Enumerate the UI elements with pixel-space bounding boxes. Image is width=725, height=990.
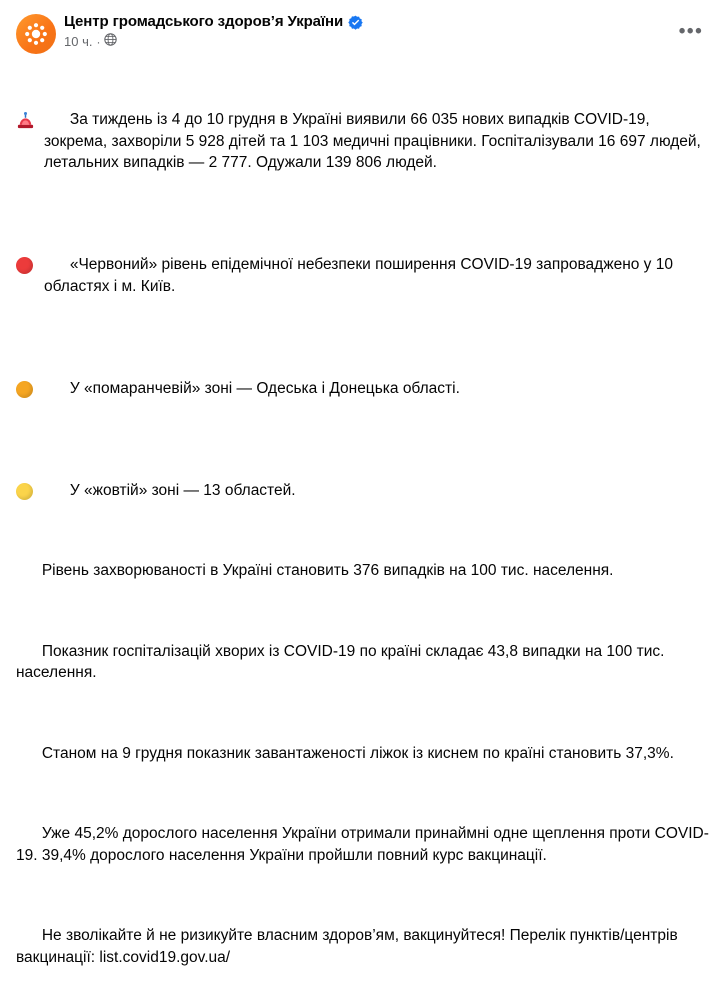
- post-paragraph: [16, 802, 709, 888]
- post-paragraph: [16, 335, 709, 421]
- meta-separator: ·: [96, 34, 101, 49]
- post-meta: [64, 33, 363, 50]
- post-paragraph-text: У «помаранчевій» зоні — Одеська і Донецька області.: [69, 379, 460, 397]
- avatar-logo-icon: [23, 21, 49, 47]
- post-paragraph-text: Показник госпіталізацій хворих із COVID-19 по країні складає 43,8 випадки на 100 тис. населення.: [16, 642, 669, 681]
- avatar[interactable]: [16, 14, 56, 54]
- page-name[interactable]: Центр громадського здоров’я України: [64, 13, 344, 30]
- post-body: [16, 58, 709, 990]
- red-circle-emoji-icon: [16, 213, 35, 232]
- post-paragraph: [16, 437, 709, 523]
- post-paragraph-text: Не зволікайте й не ризикуйте власним здоров’ям, вакцинуйтеся! Перелік пунктів/центрів вакцинації: list.covid19.gov.ua/: [16, 927, 683, 966]
- globe-icon[interactable]: [104, 33, 117, 50]
- post-timestamp[interactable]: 10 ч.: [64, 33, 93, 49]
- verified-badge-icon: [348, 15, 363, 30]
- post-paragraph: [16, 66, 709, 195]
- post-paragraph-text: За тиждень із 4 до 10 грудня в Україні виявили 66 035 нових випадків COVID-19, зокрема, захворіли 5 928 дітей та 1 103 медичні працівники. Госпіталізували 16 697 людей, летальних випадків — 2 777. Одужали 139 806 людей.: [44, 111, 706, 171]
- post-paragraph-text: У «жовтій» зоні — 13 областей.: [69, 481, 296, 499]
- post-paragraph: [16, 619, 709, 705]
- post-paragraph: [16, 539, 709, 604]
- siren-emoji-icon: [16, 68, 35, 87]
- post-paragraph: [16, 721, 709, 786]
- post-paragraph-text: Станом на 9 грудня показник завантаженості ліжок із киснем по країні становить 37,3%.: [41, 744, 674, 762]
- post-header-text: [64, 12, 363, 50]
- page-name-row: [64, 13, 363, 31]
- post-paragraph: [16, 211, 709, 319]
- post-more-options-button[interactable]: •••: [678, 21, 704, 42]
- post-paragraph-text: Уже 45,2% дорослого населення України отримали принаймні одне щеплення проти COVID-19. 39,4% дорослого населення України пройшли повний курс вакцинації.: [16, 825, 709, 864]
- post-paragraph: [16, 904, 709, 990]
- yellow-circle-emoji-icon: [16, 439, 35, 458]
- post-header: [16, 12, 709, 58]
- post-paragraph-text: Рівень захворюваності в Україні становить 376 випадків на 100 тис. населення.: [41, 562, 614, 579]
- post-paragraph-text: «Червоний» рівень епідемічної небезпеки поширення COVID-19 запроваджено у 10 областях і м. Київ.: [44, 256, 678, 295]
- orange-circle-emoji-icon: [16, 337, 35, 356]
